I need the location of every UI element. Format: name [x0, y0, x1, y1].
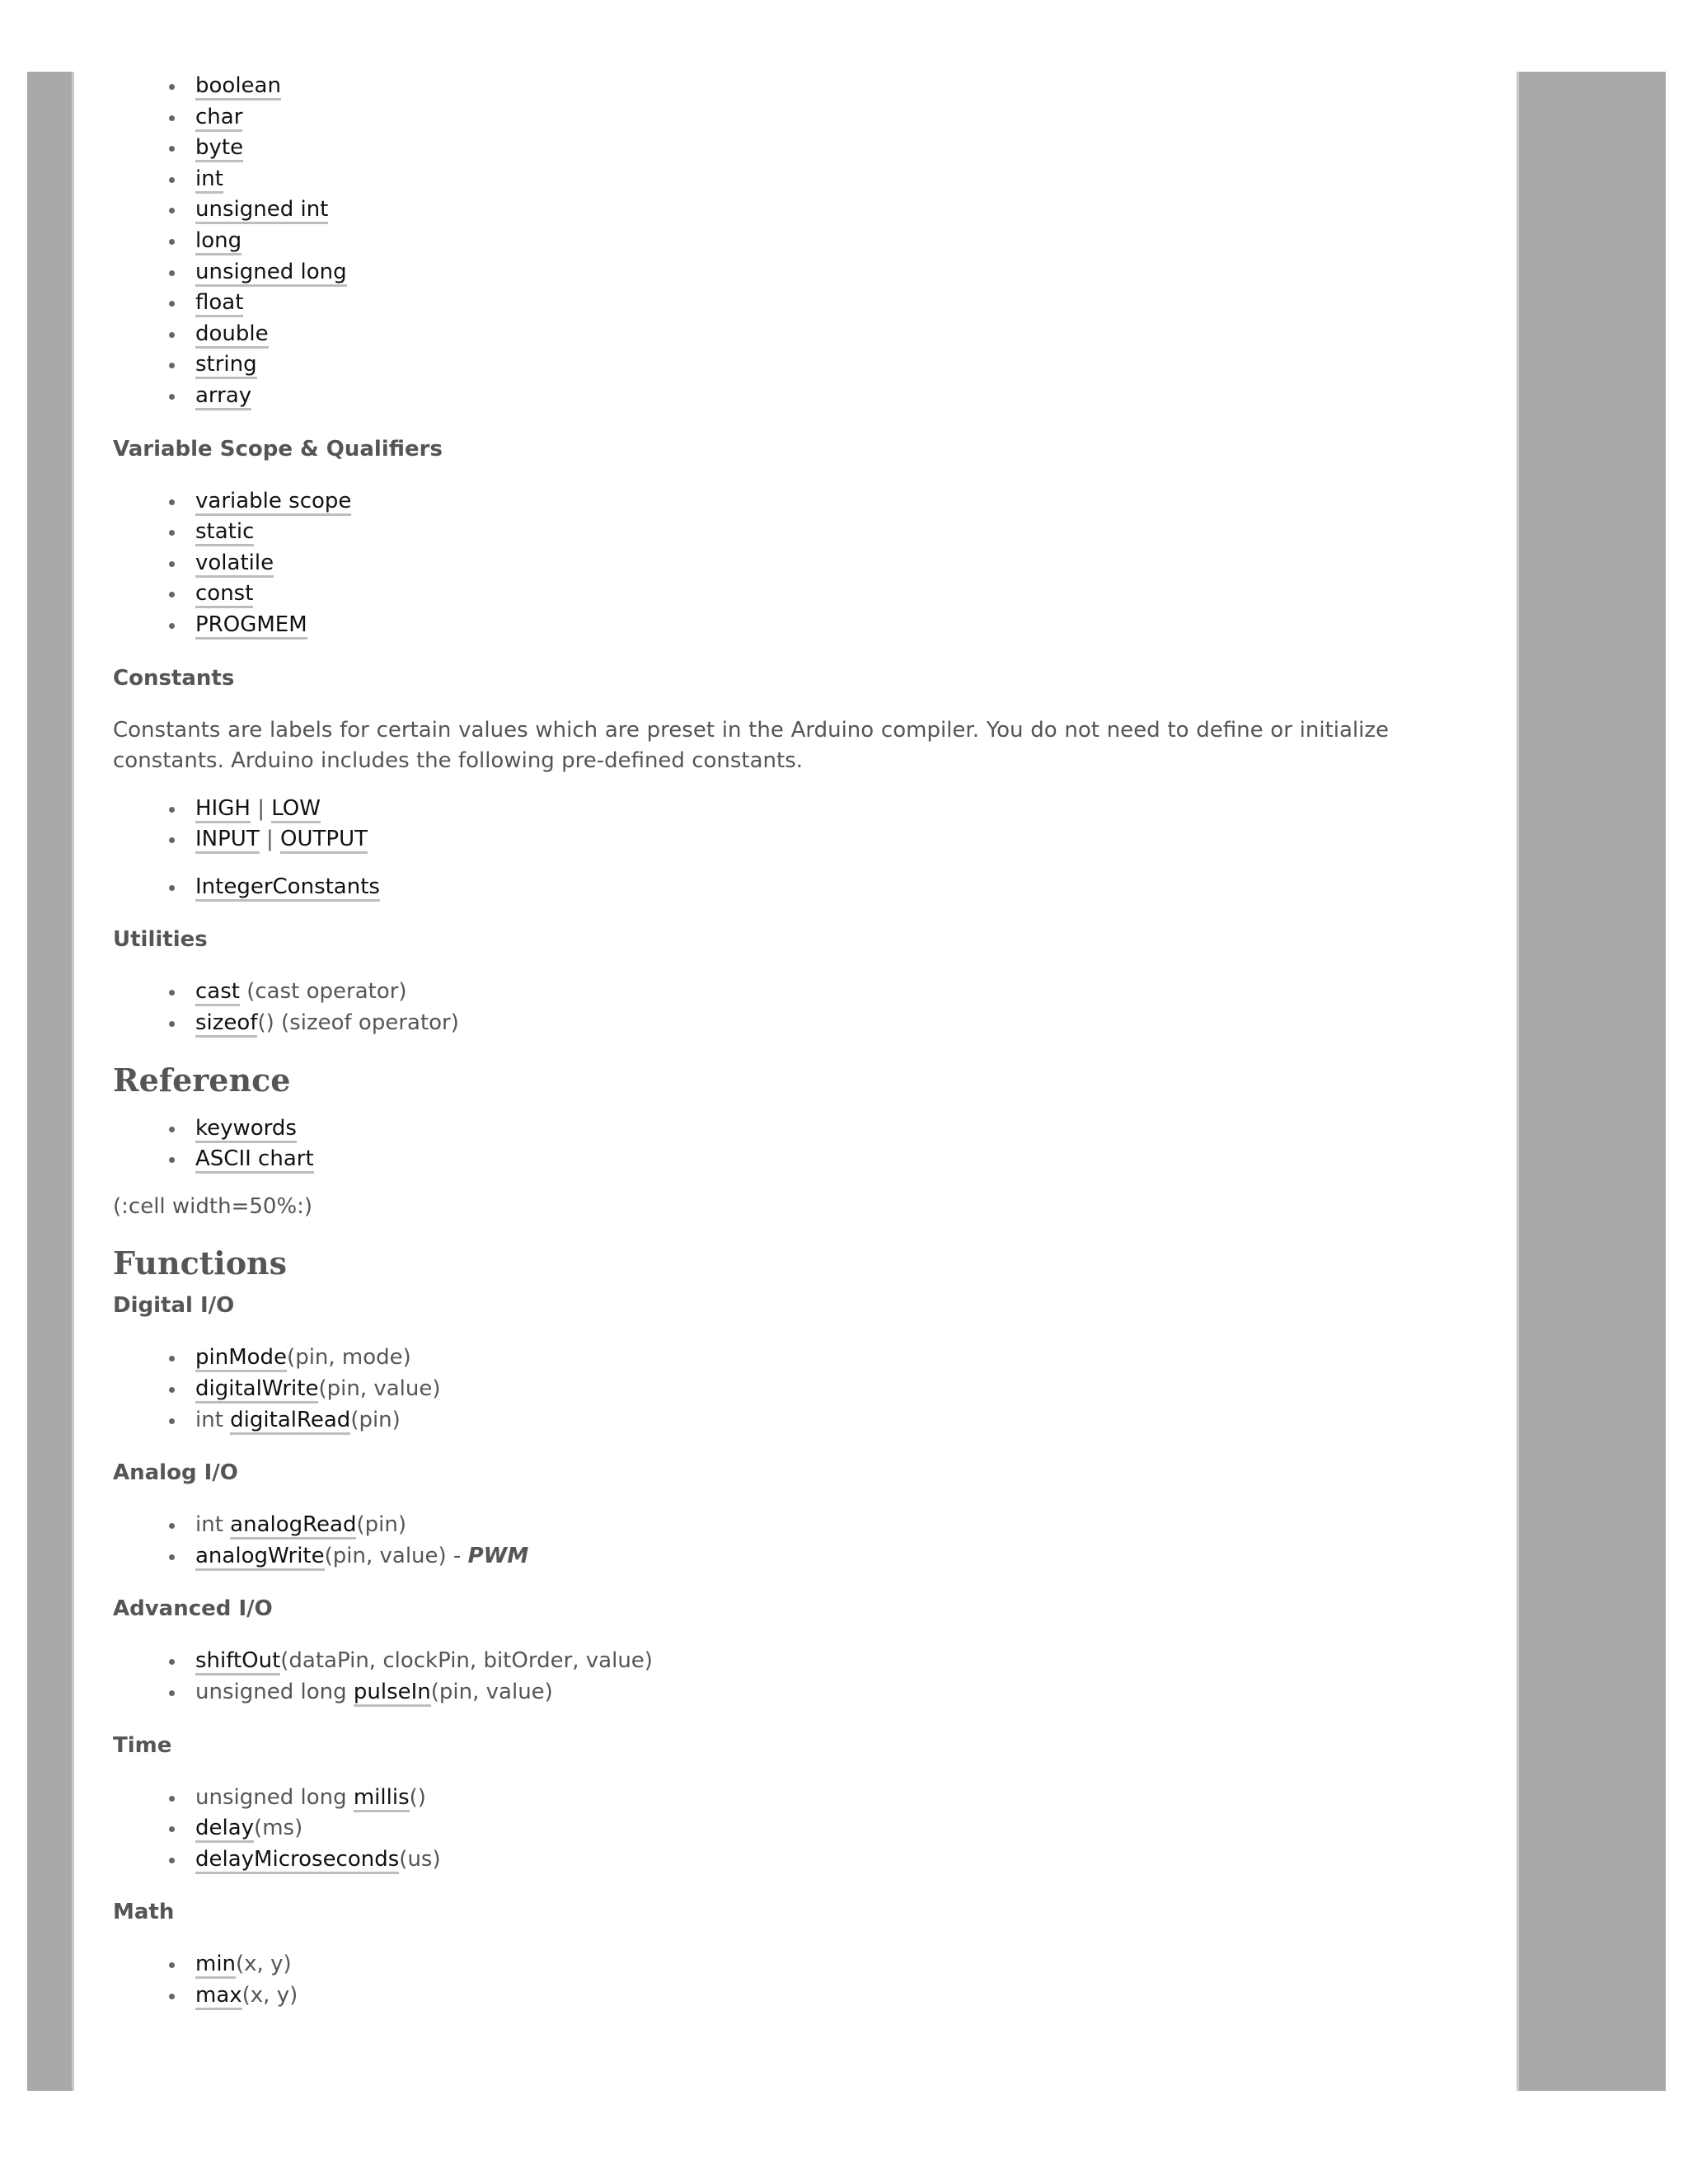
scope-list — [113, 486, 1389, 641]
list-item — [195, 579, 1389, 610]
link-pinmode[interactable]: pinMode — [195, 1345, 287, 1372]
return-type: unsigned long — [195, 1680, 347, 1704]
separator: | — [265, 827, 274, 852]
time-heading: Time — [113, 1732, 172, 1758]
link-integer-constants[interactable]: IntegerConstants — [195, 874, 380, 902]
link-volatile[interactable]: volatile — [195, 551, 274, 578]
link-min[interactable]: min — [195, 1952, 236, 1979]
main-content — [113, 71, 1389, 2012]
list-item — [195, 610, 1389, 641]
delaymicroseconds-args: (us) — [399, 1846, 441, 1872]
return-type: int — [195, 1512, 223, 1538]
cast-description: (cast operator) — [246, 979, 407, 1005]
left-margin-bar — [27, 72, 74, 2091]
link-high[interactable]: HIGH — [195, 796, 251, 823]
link-boolean[interactable]: boolean — [195, 73, 281, 101]
link-sizeof[interactable]: sizeof — [195, 1010, 257, 1038]
max-args: (x, y) — [241, 1982, 298, 2008]
list-item — [195, 1844, 1389, 1876]
list-item — [195, 1646, 1389, 1677]
link-delaymicroseconds[interactable]: delayMicroseconds — [195, 1847, 399, 1874]
list-item — [195, 194, 1389, 226]
link-float[interactable]: float — [195, 290, 243, 317]
reference-heading: Reference — [113, 1061, 291, 1099]
list-item — [195, 381, 1389, 412]
digital-io-list — [113, 1343, 1389, 1436]
list-item — [195, 872, 1389, 903]
integer-constants-list — [113, 872, 1389, 903]
link-analogread[interactable]: analogRead — [230, 1512, 356, 1540]
link-digitalread[interactable]: digitalRead — [230, 1408, 350, 1435]
cell-note: (:cell width=50%:) — [113, 1193, 313, 1219]
constants-heading: Constants — [113, 665, 235, 691]
link-string[interactable]: string — [195, 352, 257, 379]
list-item — [195, 1008, 1389, 1039]
list-item — [195, 517, 1389, 548]
return-type: unsigned long — [195, 1784, 347, 1810]
list-item — [195, 824, 1389, 855]
link-ascii-chart[interactable]: ASCII chart — [195, 1146, 314, 1174]
link-keywords[interactable]: keywords — [195, 1116, 297, 1143]
list-item — [195, 319, 1389, 350]
utilities-list — [113, 977, 1389, 1038]
link-output[interactable]: OUTPUT — [280, 827, 368, 854]
link-char[interactable]: char — [195, 105, 242, 132]
list-item — [195, 164, 1389, 195]
list-item — [195, 1541, 1389, 1572]
list-item — [195, 486, 1389, 518]
link-low[interactable]: LOW — [271, 796, 321, 823]
digitalread-args: (pin) — [350, 1407, 401, 1432]
link-long[interactable]: long — [195, 228, 241, 255]
reference-list — [113, 1113, 1389, 1175]
list-item — [195, 1980, 1389, 2012]
list-item — [195, 226, 1389, 257]
link-int[interactable]: int — [195, 166, 223, 194]
analogread-args: (pin) — [356, 1512, 406, 1538]
list-item — [195, 133, 1389, 164]
digitalwrite-args: (pin, value) — [318, 1376, 441, 1402]
list-item — [195, 71, 1389, 102]
list-item — [195, 288, 1389, 319]
link-delay[interactable]: delay — [195, 1816, 254, 1843]
math-heading: Math — [113, 1900, 175, 1925]
right-margin-bar — [1517, 72, 1666, 2091]
link-digitalwrite[interactable]: digitalWrite — [195, 1376, 318, 1404]
advanced-io-heading: Advanced I/O — [113, 1596, 273, 1622]
delay-args: (ms) — [254, 1816, 303, 1841]
list-item — [195, 1405, 1389, 1436]
sizeof-description: () (sizeof operator) — [257, 1010, 459, 1036]
min-args: (x, y) — [236, 1952, 292, 1977]
list-item — [195, 1783, 1389, 1814]
analog-io-list — [113, 1510, 1389, 1572]
link-static[interactable]: static — [195, 519, 254, 546]
list-item — [195, 1374, 1389, 1405]
list-item — [195, 1677, 1389, 1708]
link-unsigned-int[interactable]: unsigned int — [195, 197, 328, 224]
pwm-label: PWM — [467, 1543, 529, 1568]
analogwrite-args: (pin, value) - — [324, 1543, 462, 1568]
pinmode-args: (pin, mode) — [287, 1345, 411, 1371]
math-list — [113, 1949, 1389, 2011]
list-item — [195, 1113, 1389, 1145]
time-list — [113, 1783, 1389, 1876]
link-byte[interactable]: byte — [195, 135, 243, 162]
link-variable-scope[interactable]: variable scope — [195, 489, 351, 516]
link-max[interactable]: max — [195, 1983, 242, 2010]
link-pulsein[interactable]: pulseIn — [354, 1680, 431, 1707]
link-shiftout[interactable]: shiftOut — [195, 1648, 280, 1675]
link-input[interactable]: INPUT — [195, 827, 260, 854]
constants-paragraph: Constants are labels for certain values which are preset in the Arduino compiler. You do not need to define or initialize constants. Arduino includes the following pre-defined constants. — [113, 717, 1389, 774]
list-item — [195, 1343, 1389, 1374]
list-item — [195, 102, 1389, 134]
scope-heading: Variable Scope & Qualifiers — [113, 436, 443, 462]
utilities-heading: Utilities — [113, 927, 208, 953]
link-analogwrite[interactable]: analogWrite — [195, 1544, 325, 1571]
pulsein-args: (pin, value) — [430, 1680, 553, 1704]
link-array[interactable]: array — [195, 383, 251, 410]
millis-args: () — [409, 1784, 426, 1810]
advanced-io-list — [113, 1646, 1389, 1708]
list-item — [195, 1949, 1389, 1980]
list-item — [195, 1510, 1389, 1541]
list-item — [195, 548, 1389, 579]
list-item — [195, 257, 1389, 288]
list-item — [195, 794, 1389, 825]
list-item — [195, 349, 1389, 381]
return-type: int — [195, 1407, 223, 1432]
link-progmem[interactable]: PROGMEM — [195, 612, 307, 640]
link-cast[interactable]: cast — [195, 979, 240, 1006]
link-double[interactable]: double — [195, 321, 269, 349]
constants-list — [113, 794, 1389, 855]
separator: | — [257, 795, 265, 821]
list-item — [195, 1813, 1389, 1844]
data-types-list — [113, 71, 1389, 412]
link-const[interactable]: const — [195, 581, 253, 608]
link-unsigned-long[interactable]: unsigned long — [195, 260, 347, 287]
shiftout-args: (dataPin, clockPin, bitOrder, value) — [280, 1648, 653, 1674]
digital-io-heading: Digital I/O — [113, 1293, 235, 1319]
analog-io-heading: Analog I/O — [113, 1460, 238, 1486]
link-millis[interactable]: millis — [354, 1785, 410, 1812]
list-item — [195, 977, 1389, 1008]
list-item — [195, 1144, 1389, 1175]
functions-heading: Functions — [113, 1244, 288, 1282]
